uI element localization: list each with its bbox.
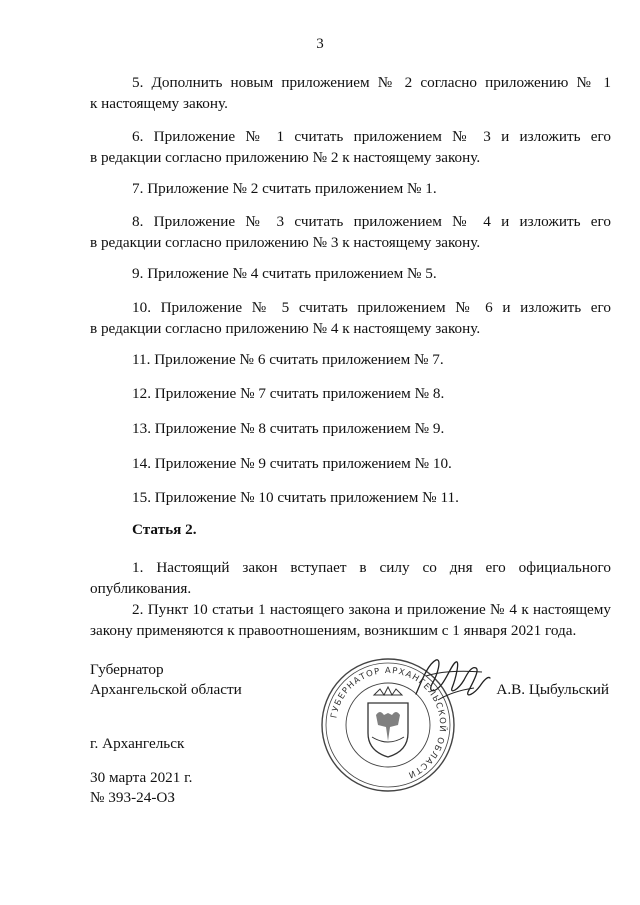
paragraph-10 [90, 297, 611, 339]
paragraph-15: 15. Приложение № 10 считать приложением № 11. [132, 489, 459, 506]
handwritten-signature-icon [408, 650, 496, 710]
paragraph-8-line2: в редакции согласно приложению № 3 к настоящему закону. [90, 234, 481, 251]
paragraph-5-line2: к настоящему закону. [90, 95, 228, 112]
article-2-heading: Статья 2. [132, 521, 197, 538]
paragraph-6-line1: 6. Приложение № 1 считать приложением № 3 и изложить его [132, 128, 611, 145]
signatory-position [90, 660, 242, 700]
paragraph-6 [90, 126, 611, 168]
paragraph-8-line1: 8. Приложение № 3 считать приложением № 4 и изложить его [132, 213, 611, 230]
paragraph-6-line2: в редакции согласно приложению № 2 к настоящему закону. [90, 149, 481, 166]
article-2-paragraph-2 [90, 599, 611, 641]
article-2-paragraph-1 [90, 557, 611, 599]
article-2-paragraph-2-line1: 2. Пункт 10 статьи 1 настоящего закона и приложение № 4 к настоящему [132, 601, 611, 618]
paragraph-5-line1: 5. Дополнить новым приложением № 2 согласно приложению № 1 [132, 74, 611, 91]
paragraph-11: 11. Приложение № 6 считать приложением № 7. [132, 351, 444, 368]
law-number: № 393-24-ОЗ [90, 789, 175, 806]
paragraph-8 [90, 211, 611, 253]
page-number: 3 [316, 36, 324, 52]
article-2-paragraph-2-line2: закону применяются к правоотношениям, возникшим с 1 января 2021 года. [90, 622, 577, 639]
signatory-name: А.В. Цыбульский [496, 681, 609, 698]
paragraph-10-line2: в редакции согласно приложению № 4 к настоящему закону. [90, 320, 481, 337]
law-date: 30 марта 2021 г. [90, 769, 193, 786]
paragraph-14: 14. Приложение № 9 считать приложением № 10. [132, 455, 452, 472]
paragraph-10-line1: 10. Приложение № 5 считать приложением № 6 и изложить его [132, 299, 611, 316]
paragraph-9: 9. Приложение № 4 считать приложением № 5. [132, 265, 437, 282]
paragraph-12: 12. Приложение № 7 считать приложением № 8. [132, 385, 445, 402]
signatory-position-line1: Губернатор [90, 661, 164, 678]
article-2-paragraph-1-line2: опубликования. [90, 580, 192, 597]
seal-text: ГУБЕРНАТОР АРХАНГЕЛЬСКОЙ ОБЛАСТИ [329, 665, 448, 780]
signatory-position-line2: Архангельской области [90, 681, 242, 698]
city: г. Архангельск [90, 735, 185, 752]
article-2-paragraph-1-line1: 1. Настоящий закон вступает в силу со дня его официального [132, 559, 611, 576]
paragraph-7: 7. Приложение № 2 считать приложением № 1. [132, 180, 437, 197]
paragraph-5 [90, 72, 611, 114]
paragraph-13: 13. Приложение № 8 считать приложением № 9. [132, 420, 445, 437]
